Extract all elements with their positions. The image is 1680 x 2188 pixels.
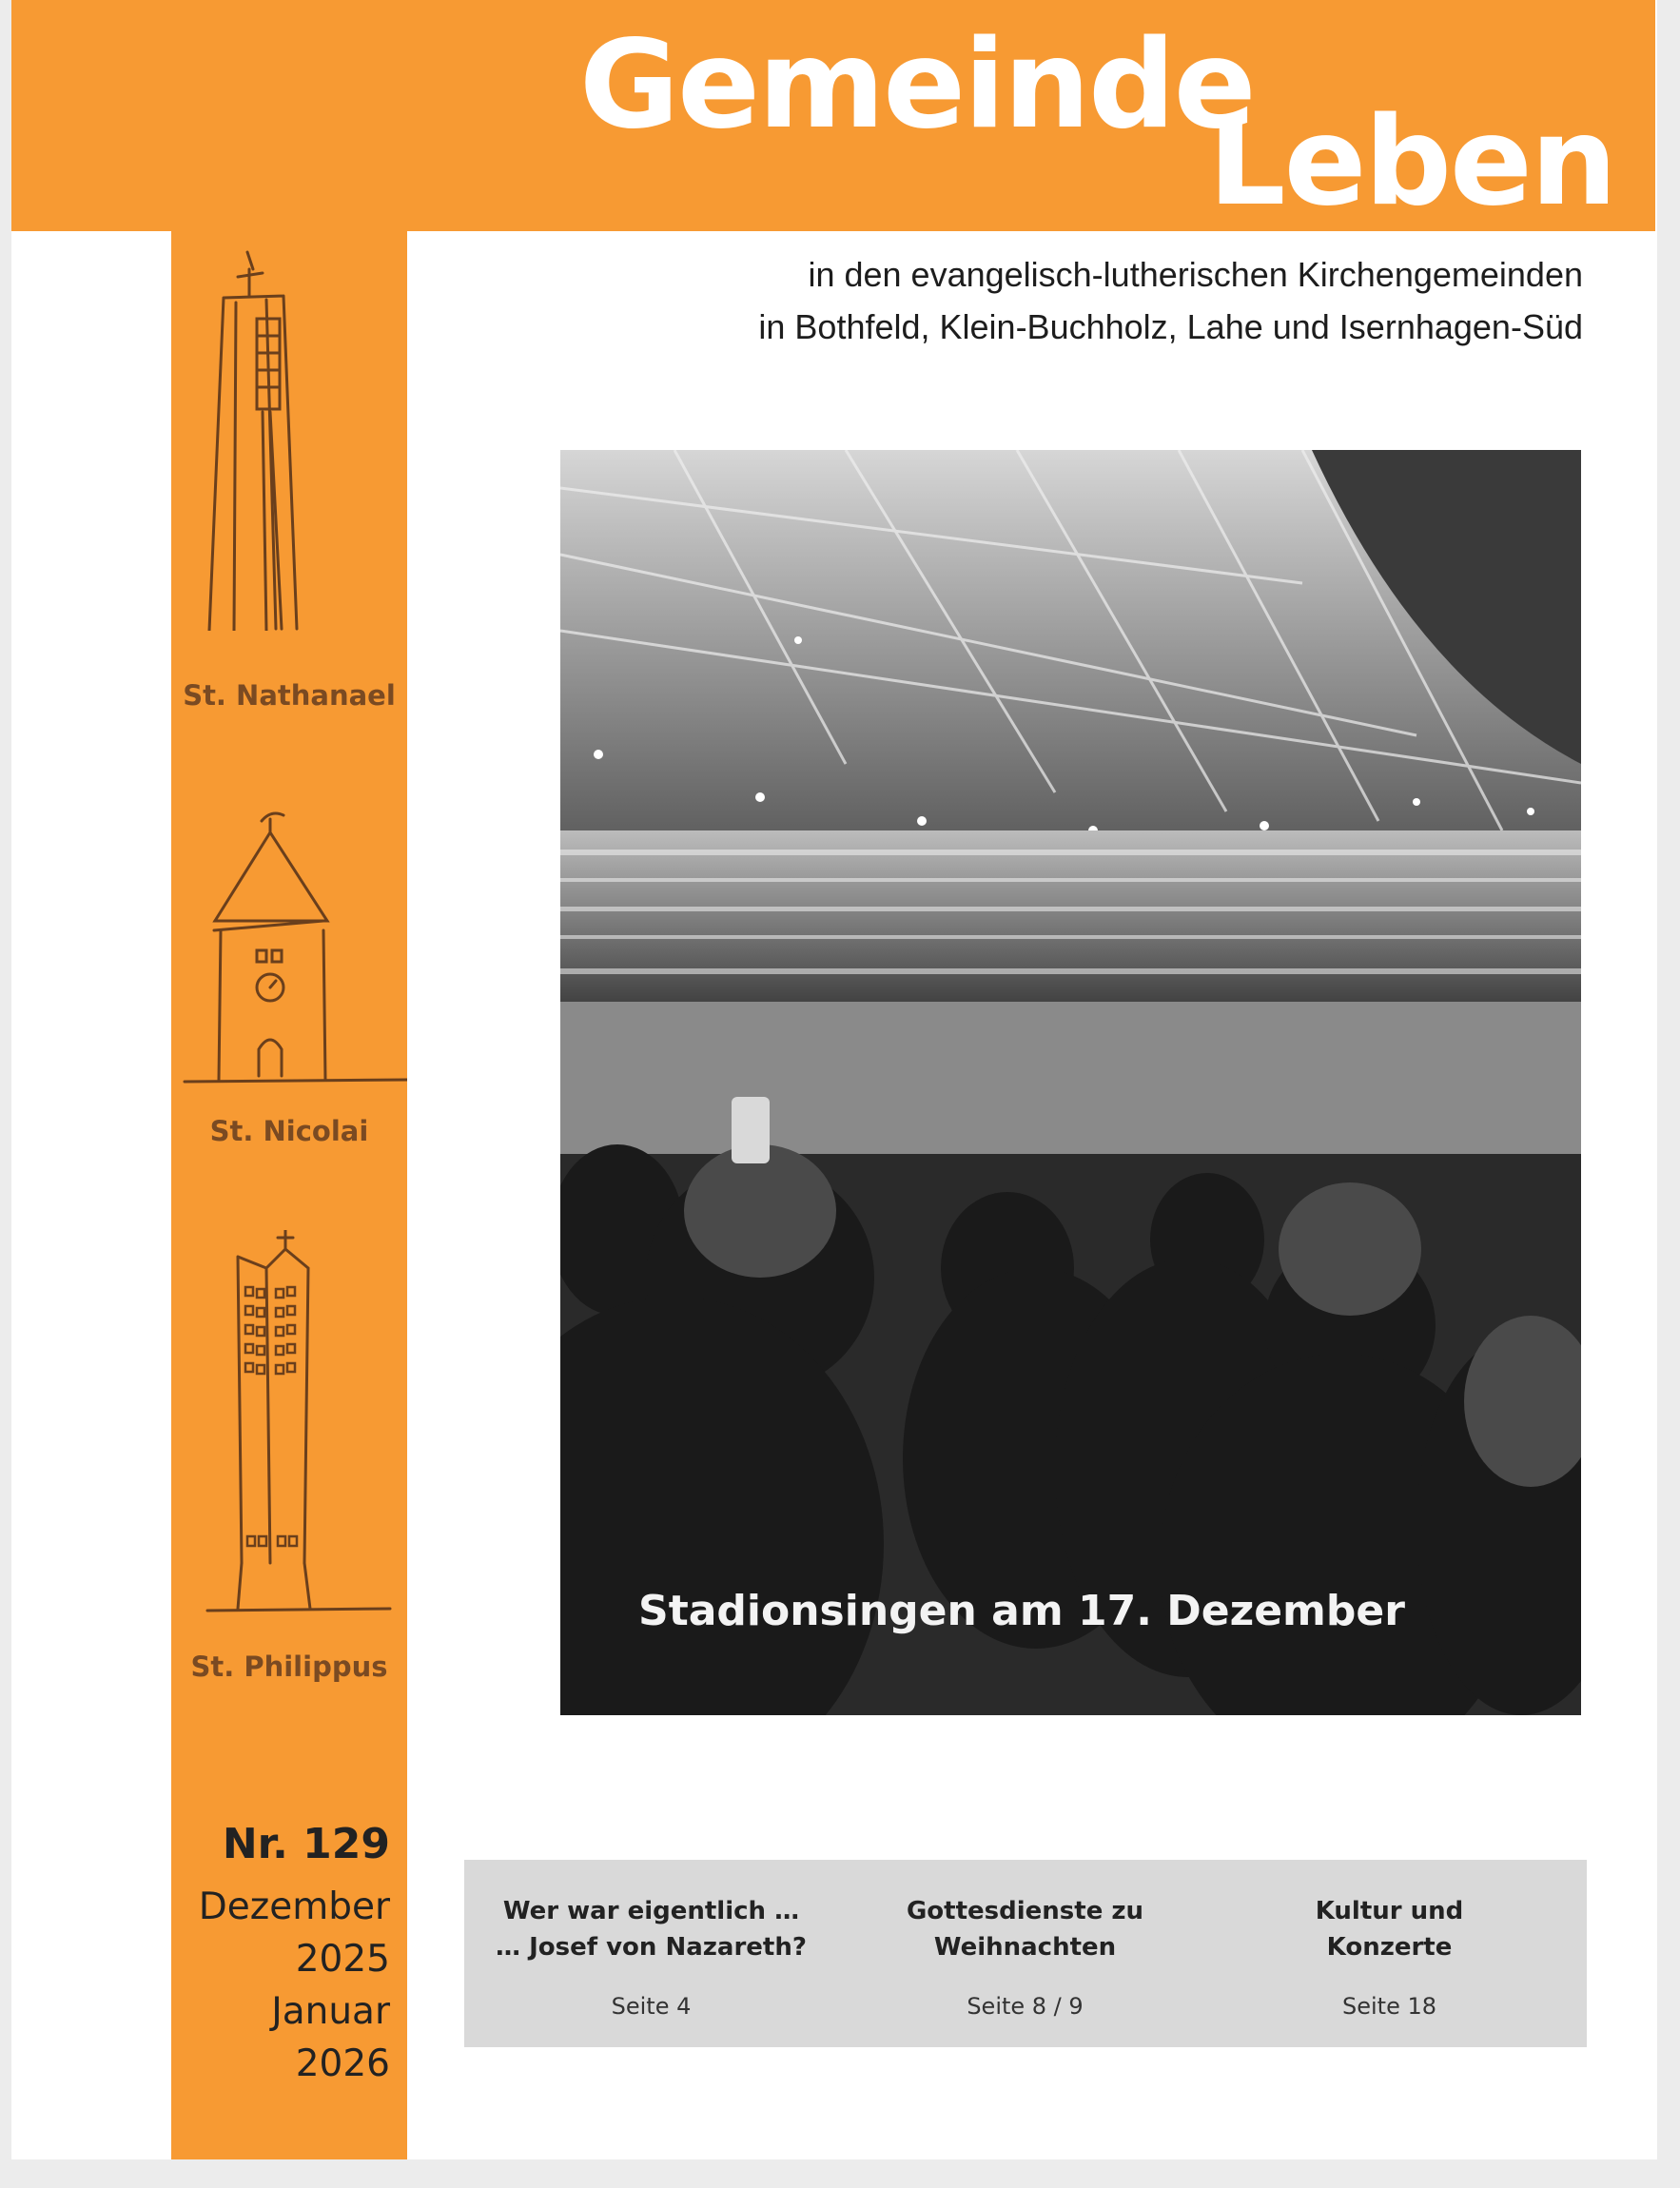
issue-month-1: Dezember xyxy=(198,1885,390,1928)
subtitle-line1: in den evangelisch-lutherischen Kirchengemeinden xyxy=(808,255,1583,294)
magazine-cover xyxy=(11,0,1657,2159)
teaser-title-line1: Kultur und xyxy=(1315,1897,1464,1925)
teaser-kultur[interactable] xyxy=(1202,1860,1576,2047)
issue-number: Nr. 129 xyxy=(222,1820,390,1868)
teaser-title xyxy=(464,1893,838,1965)
teaser-title xyxy=(1202,1893,1576,1965)
masthead-title-line2: Leben xyxy=(1208,91,1615,233)
teaser-title-line2: Konzerte xyxy=(1326,1933,1453,1962)
church-tower-windows-icon xyxy=(171,1230,407,1620)
issue-year-2: 2026 xyxy=(295,2042,390,2085)
church-label-nicolai: St. Nicolai xyxy=(209,1115,369,1147)
subtitle-line2: in Bothfeld, Klein-Buchholz, Lahe und Isernhagen-Süd xyxy=(758,307,1583,346)
teaser-page-ref: Seite 8 / 9 xyxy=(967,1993,1084,2020)
teaser-title xyxy=(838,1893,1212,1965)
teaser-gottesdienste[interactable] xyxy=(838,1860,1212,2047)
teaser-box xyxy=(464,1860,1587,2047)
church-label-nathanael: St. Nathanael xyxy=(183,679,396,712)
teaser-title-line2: Weihnachten xyxy=(933,1933,1117,1962)
sidebar-band xyxy=(171,231,407,2159)
issue-year-1: 2025 xyxy=(295,1938,390,1981)
photo-caption: Stadionsingen am 17. Dezember xyxy=(638,1587,1405,1635)
teaser-page-ref: Seite 18 xyxy=(1341,1993,1436,2020)
teaser-title-line2: … Josef von Nazareth? xyxy=(496,1933,807,1962)
stadium-photo-illustration xyxy=(560,450,1581,1715)
masthead-band xyxy=(11,0,1655,231)
church-tower-icon xyxy=(171,231,407,631)
church-label-philippus: St. Philippus xyxy=(190,1651,388,1683)
issue-month-2: Januar xyxy=(271,1990,390,2033)
cover-photo xyxy=(560,450,1581,1715)
teaser-title-line1: Wer war eigentlich … xyxy=(502,1897,800,1925)
church-steeple-icon xyxy=(171,802,407,1087)
masthead-title-line1: Gemeinde xyxy=(579,14,1255,156)
teaser-title-line1: Gottesdienste zu xyxy=(906,1897,1144,1925)
teaser-josef[interactable] xyxy=(464,1860,838,2047)
teaser-page-ref: Seite 4 xyxy=(611,1993,692,2020)
